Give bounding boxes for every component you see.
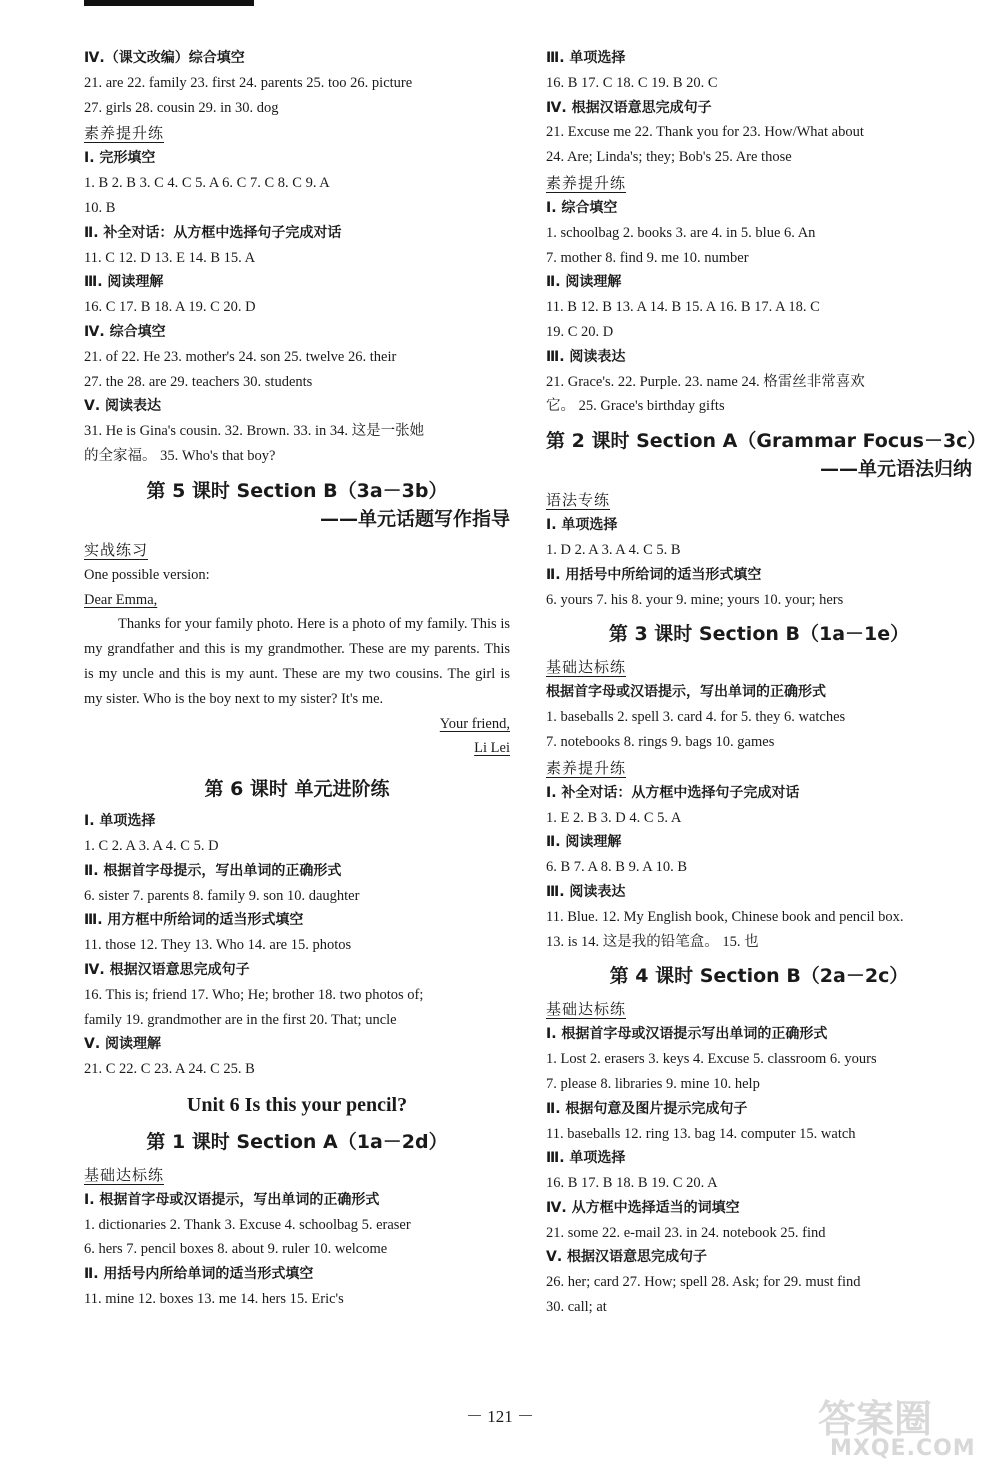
watermark-url: MXQE.COM <box>830 1436 976 1461</box>
section-heading: Ⅰ. 综合填空 <box>546 199 618 216</box>
answer-line: 1. dictionaries 2. Thank 3. Excuse 4. schoolbag 5. eraser <box>84 1216 411 1233</box>
answer-line: 6. B 7. A 8. B 9. A 10. B <box>546 859 688 876</box>
answer-line: 21. Grace's. 22. Purple. 23. name 24. 格雷丝非常喜欢 <box>546 373 865 390</box>
answer-line: 21. are 22. family 23. first 24. parents 25. too 26. picture <box>84 74 413 91</box>
left-column <box>84 46 510 1312</box>
section-heading: Ⅳ. 综合填空 <box>84 323 166 340</box>
section-heading: Ⅰ. 单项选择 <box>546 517 618 534</box>
section-heading: Ⅱ. 补全对话：从方框中选择句子完成对话 <box>84 224 342 241</box>
answer-line: 6. yours 7. his 8. your 9. mine; yours 10. your; hers <box>546 591 844 608</box>
answer-line: 1. E 2. B 3. D 4. C 5. A <box>546 809 682 826</box>
lesson-title: 第 4 课时 Section B（2a－2c） <box>609 965 909 988</box>
practice-subheading: 基础达标练 <box>84 1165 165 1184</box>
answer-line: 27. girls 28. cousin 29. in 30. dog <box>84 99 279 116</box>
watermark-logo: 答案圈 <box>818 1397 933 1441</box>
section-heading: 根据首字母或汉语提示，写出单词的正确形式 <box>546 684 826 701</box>
section-heading: Ⅳ.（课文改编）综合填空 <box>84 50 245 66</box>
answer-line: 21. C 22. C 23. A 24. C 25. B <box>84 1061 255 1078</box>
lesson-title: 第 5 课时 Section B（3a－3b） <box>146 479 448 502</box>
section-heading: Ⅲ. 阅读理解 <box>84 274 164 291</box>
answer-line: 1. D 2. A 3. A 4. C 5. B <box>546 541 681 558</box>
answer-line: 1. baseballs 2. spell 3. card 4. for 5. they 6. watches <box>546 709 846 726</box>
section-heading: Ⅲ. 阅读表达 <box>546 348 626 365</box>
letter-closing: Your friend, <box>439 715 510 732</box>
section-heading: Ⅰ. 补全对话：从方框中选择句子完成对话 <box>546 784 800 801</box>
answer-line: 16. C 17. B 18. A 19. C 20. D <box>84 299 256 316</box>
answer-line: 16. B 17. B 18. B 19. C 20. A <box>546 1175 718 1192</box>
lesson-title: 第 1 课时 Section A（1a－2d） <box>146 1130 448 1153</box>
section-heading: Ⅱ. 用括号中所给词的适当形式填空 <box>546 566 762 583</box>
unit-title: Unit 6 Is this your pencil? <box>186 1093 408 1116</box>
lesson-subtitle: ——单元语法归纳 <box>819 458 972 481</box>
answer-line: 30. call; at <box>546 1299 607 1316</box>
answer-line: 21. Excuse me 22. Thank you for 23. How/What about <box>546 124 864 141</box>
answer-line: 它。 25. Grace's birthday gifts <box>546 398 725 415</box>
top-rule <box>84 0 254 6</box>
letter-greeting: Dear Emma, <box>84 591 158 608</box>
answer-line: One possible version: <box>84 566 210 583</box>
answer-line: 21. of 22. He 23. mother's 24. son 25. twelve 26. their <box>84 348 397 365</box>
section-heading: Ⅰ. 根据首字母或汉语提示写出单词的正确形式 <box>546 1026 828 1043</box>
section-heading: Ⅴ. 阅读表达 <box>84 398 162 415</box>
section-heading: Ⅱ. 根据首字母提示，写出单词的正确形式 <box>84 862 342 879</box>
section-heading: Ⅴ. 根据汉语意思完成句子 <box>546 1249 708 1266</box>
section-heading: Ⅱ. 阅读理解 <box>546 274 622 291</box>
answer-line: 11. B 12. B 13. A 14. B 15. A 16. B 17. A 18. C <box>546 299 820 316</box>
page-number: － 121 － <box>466 1407 534 1426</box>
answer-line: 16. B 17. C 18. C 19. B 20. C <box>546 74 718 91</box>
answer-line: 26. her; card 27. How; spell 28. Ask; for 29. must find <box>546 1274 861 1291</box>
section-heading: Ⅲ. 单项选择 <box>546 1150 626 1167</box>
answer-line: family 19. grandmother are in the first 20. That; uncle <box>84 1011 397 1028</box>
section-heading: Ⅰ. 完形填空 <box>84 150 156 167</box>
answer-line: 31. He is Gina's cousin. 32. Brown. 33. in 34. 这是一张她 <box>84 423 425 440</box>
section-heading: Ⅳ. 根据汉语意思完成句子 <box>84 961 250 978</box>
lesson-title: 第 6 课时 单元进阶练 <box>204 778 390 801</box>
answer-line: 7. notebooks 8. rings 9. bags 10. games <box>546 733 775 750</box>
answer-line: 7. please 8. libraries 9. mine 10. help <box>546 1075 760 1092</box>
section-heading: Ⅳ. 从方框中选择适当的词填空 <box>546 1199 740 1216</box>
answer-line: 1. Lost 2. erasers 3. keys 4. Excuse 5. classroom 6. yours <box>546 1051 877 1068</box>
section-heading: Ⅰ. 根据首字母或汉语提示，写出单词的正确形式 <box>84 1191 380 1208</box>
lesson-subtitle: ——单元话题写作指导 <box>319 507 510 530</box>
lesson-title: 第 2 课时 Section A（Grammar Focus－3c） <box>546 430 987 453</box>
answer-line: 1. C 2. A 3. A 4. C 5. D <box>84 837 219 854</box>
answer-line: 1. B 2. B 3. C 4. C 5. A 6. C 7. C 8. C 9. A <box>84 175 330 192</box>
answer-line: 13. is 14. 这是我的铅笔盒。 15. 也 <box>546 933 759 950</box>
answer-line: 6. sister 7. parents 8. family 9. son 10. daughter <box>84 887 360 904</box>
section-heading: Ⅱ. 阅读理解 <box>546 834 622 851</box>
practice-subheading: 素养提升练 <box>84 124 165 143</box>
practice-subheading: 实战练习 <box>84 540 149 559</box>
answer-line: 11. Blue. 12. My English book, Chinese book and pencil box. <box>546 908 904 925</box>
answer-line: 11. C 12. D 13. E 14. B 15. A <box>84 249 256 266</box>
answer-line: 24. Are; Linda's; they; Bob's 25. Are those <box>546 149 792 166</box>
section-heading: Ⅱ. 根据句意及图片提示完成句子 <box>546 1100 748 1117</box>
practice-subheading: 素养提升练 <box>546 758 627 777</box>
section-heading: Ⅰ. 单项选择 <box>84 813 156 830</box>
practice-subheading: 语法专练 <box>546 491 611 510</box>
section-heading: Ⅳ. 根据汉语意思完成句子 <box>546 99 712 116</box>
answer-line: 7. mother 8. find 9. me 10. number <box>546 249 749 266</box>
practice-subheading: 素养提升练 <box>546 173 627 192</box>
practice-subheading: 基础达标练 <box>546 1000 627 1019</box>
right-column <box>546 46 987 1320</box>
answer-line: 16. This is; friend 17. Who; He; brother 18. two photos of; <box>84 986 424 1003</box>
answer-line: 27. the 28. are 29. teachers 30. students <box>84 373 313 390</box>
answer-line: 11. baseballs 12. ring 13. bag 14. computer 15. watch <box>546 1125 856 1142</box>
answer-line: 11. mine 12. boxes 13. me 14. hers 15. Eric's <box>84 1291 344 1308</box>
section-heading: Ⅱ. 用括号内所给单词的适当形式填空 <box>84 1266 314 1283</box>
lesson-title: 第 3 课时 Section B（1a－1e） <box>608 623 910 646</box>
answer-line: 11. those 12. They 13. Who 14. are 15. photos <box>84 937 352 954</box>
letter-signature: Li Lei <box>474 740 510 757</box>
answer-line: 21. some 22. e-mail 23. in 24. notebook 25. find <box>546 1224 826 1241</box>
section-heading: Ⅲ. 阅读表达 <box>546 883 626 900</box>
answer-line: 6. hers 7. pencil boxes 8. about 9. ruler 10. welcome <box>84 1241 388 1258</box>
section-heading: Ⅲ. 单项选择 <box>546 50 626 66</box>
essay-paragraph: Thanks for your family photo. Here is a photo of my family. This is my grandfather and this is my grandmother. These are my parents. This is my uncle and this is my aunt. These are my two cousins. The girl is my sister. Who is the boy next to my sister? It's me. <box>84 616 510 707</box>
answer-line: 10. B <box>84 199 116 216</box>
section-heading: Ⅴ. 阅读理解 <box>84 1036 162 1053</box>
answer-line: 的全家福。 35. Who's that boy? <box>84 447 276 464</box>
answer-line: 1. schoolbag 2. books 3. are 4. in 5. blue 6. An <box>546 224 816 241</box>
practice-subheading: 基础达标练 <box>546 658 627 677</box>
answer-line: 19. C 20. D <box>546 323 614 340</box>
section-heading: Ⅲ. 用方框中所给词的适当形式填空 <box>84 912 304 929</box>
